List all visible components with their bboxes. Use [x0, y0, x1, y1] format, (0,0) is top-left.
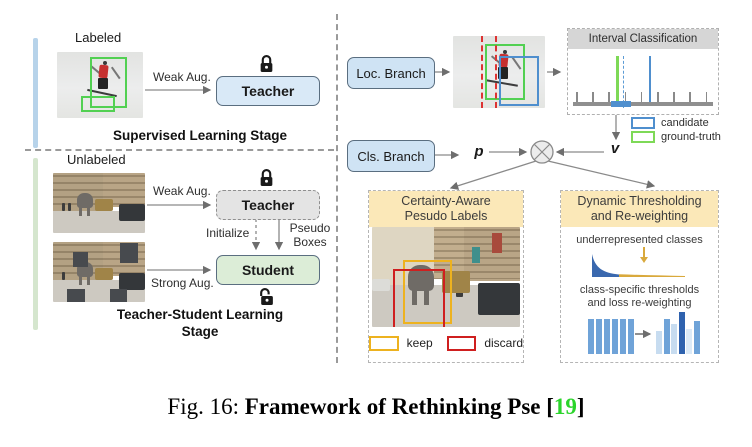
unlabeled-data-label: Unlabeled [67, 152, 126, 167]
labeled-data-label: Labeled [75, 30, 122, 45]
discard-box [393, 269, 445, 327]
pseudo-boxes-label: Pseudo Boxes [289, 221, 331, 249]
cutout-patch [73, 252, 88, 267]
labeled-image [57, 52, 143, 118]
cutout-patch [120, 243, 138, 263]
interval-edge-line [481, 36, 483, 108]
dynamic-panel [560, 190, 719, 363]
ground-truth-box [81, 96, 115, 112]
interval-axis-ticks [573, 49, 713, 112]
initialize-label: Initialize [206, 226, 250, 240]
keep-swatch [369, 336, 399, 351]
keep-discard-legend: keep discard [369, 327, 523, 359]
ground-truth-swatch [631, 131, 655, 143]
discard-swatch [447, 336, 477, 351]
v-symbol: v [610, 140, 620, 157]
certainty-panel [368, 190, 524, 363]
candidate-line [649, 56, 652, 102]
bars-before [588, 311, 634, 354]
supervised-stage-label: Supervised Learning Stage [112, 128, 288, 143]
student-box: Student [216, 255, 320, 285]
interval-panel-title: Interval Classification [568, 29, 718, 49]
caption-suffix: ] [576, 394, 585, 419]
bars-arrow-icon [635, 329, 653, 339]
cls-branch-box: Cls. Branch [347, 140, 435, 172]
bars-after [656, 311, 700, 354]
weak-aug-label-2: Weak Aug. [153, 184, 211, 198]
p-symbol: p [474, 143, 484, 160]
legend-candidate: candidate [631, 117, 709, 129]
interval-edge-line [495, 36, 497, 108]
ground-truth-line [616, 56, 619, 102]
certainty-panel-title: Certainty-Aware Pesudo Labels [369, 191, 523, 227]
cutout-patch [67, 289, 85, 302]
multiply-icon [531, 141, 553, 163]
unlabeled-weak-image [53, 173, 145, 233]
teacher-student-stage-label: Teacher-Student Learning Stage [116, 307, 284, 339]
strong-aug-label: Strong Aug. [151, 276, 214, 290]
teacher-box-supervised: Teacher [216, 76, 320, 106]
class-specific-note: class-specific thresholds and loss re-weighting [579, 284, 700, 309]
caption-ref[interactable]: 19 [553, 394, 577, 419]
interval-axis [568, 49, 718, 114]
tail-pointer-arrow-icon [643, 247, 645, 261]
underrepresented-note: underrepresented classes [576, 234, 703, 246]
long-tail-distribution-chart [589, 250, 689, 278]
candidate-box [499, 56, 539, 106]
interval-classification-panel [567, 28, 719, 115]
cutout-patch [110, 289, 127, 302]
certainty-image [372, 227, 520, 327]
teacher-box-ema: Teacher [216, 190, 320, 220]
selected-interval-highlight [611, 101, 631, 107]
unlabeled-strong-image [53, 242, 145, 302]
dynamic-panel-title: Dynamic Thresholding and Re-weighting [561, 191, 718, 227]
caption-title: Framework of Rethinking Pse [ [244, 394, 554, 419]
candidate-swatch [631, 117, 655, 129]
loc-branch-box: Loc. Branch [347, 57, 435, 89]
weak-aug-label: Weak Aug. [153, 70, 211, 84]
loc-branch-image [453, 36, 545, 108]
caption-prefix: Fig. 16: [167, 394, 245, 419]
legend-ground-truth: ground-truth [631, 131, 721, 143]
